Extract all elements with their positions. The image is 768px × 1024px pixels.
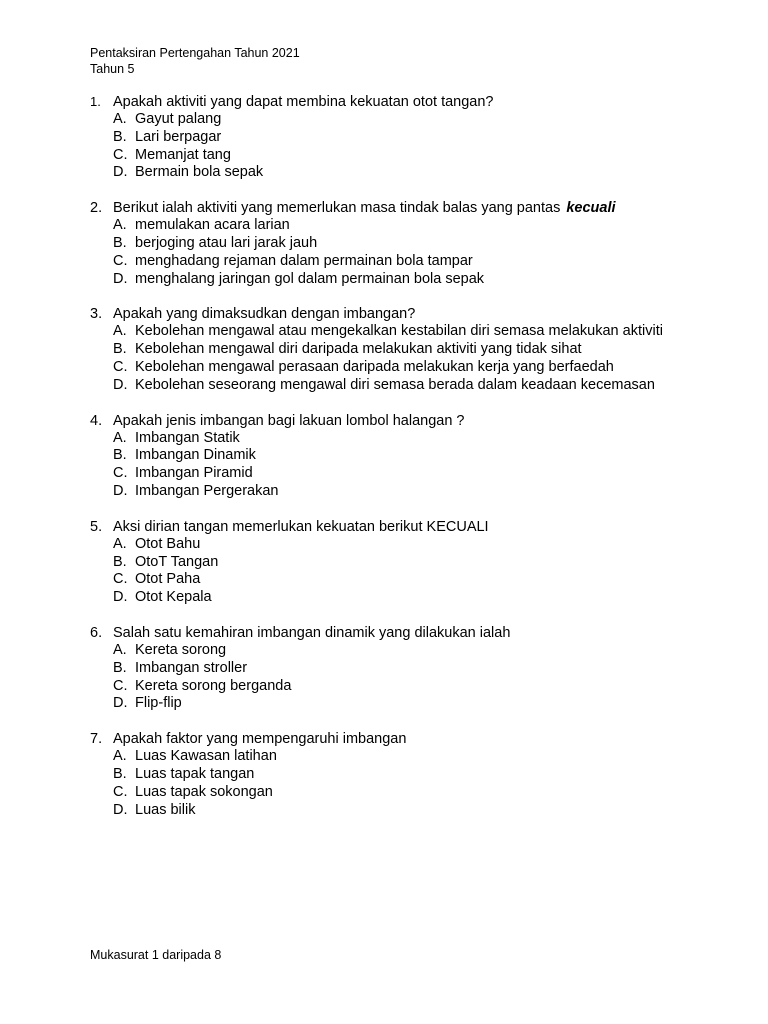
answer-option (113, 642, 730, 660)
question-text: Salah satu kemahiran imbangan dinamik yang dilakukan ialah (113, 624, 511, 641)
option-letter: B. (113, 553, 127, 570)
option-text: OtoT Tangan (135, 553, 219, 570)
question-text: Apakah aktiviti yang dapat membina kekuatan otot tangan? (113, 94, 494, 110)
option-text: Kereta sorong (135, 641, 227, 658)
answer-option (113, 554, 730, 572)
question-stem (90, 518, 730, 536)
question-number: 3. (90, 306, 103, 323)
option-letter: A. (113, 748, 127, 765)
question-text: Apakah yang dimaksudkan dengan imbangan? (113, 306, 416, 323)
option-letter: D. (113, 270, 128, 287)
option-text: Otot Bahu (135, 535, 201, 552)
answer-option (113, 571, 730, 589)
question-item (90, 730, 730, 819)
option-letter: D. (113, 589, 128, 606)
question-text-container (113, 624, 730, 642)
question-item (90, 624, 730, 713)
option-text: Kebolehan mengawal diri daripada melakukan aktiviti yang tidak sihat (135, 341, 582, 358)
option-letter: C. (113, 571, 128, 588)
answer-option (113, 147, 730, 165)
answer-option (113, 235, 730, 253)
question-text: Aksi dirian tangan memerlukan kekuatan berikut KECUALI (113, 518, 489, 535)
question-text-container (113, 305, 730, 323)
answer-option (113, 465, 730, 483)
option-text: Bermain bola sepak (135, 164, 264, 181)
question-text-container (113, 730, 730, 748)
option-letter: D. (113, 801, 128, 818)
option-letter: D. (113, 482, 128, 499)
option-letter: B. (113, 765, 127, 782)
option-text: Luas tapak sokongan (135, 783, 273, 800)
question-emphasis: kecuali (566, 200, 616, 217)
question-stem (90, 93, 730, 111)
option-text: Imbangan stroller (135, 659, 248, 676)
answer-option (113, 253, 730, 271)
option-letter: B. (113, 341, 127, 358)
option-text: Imbangan Piramid (135, 465, 253, 482)
question-item (90, 199, 730, 288)
option-text: Memanjat tang (135, 146, 231, 163)
option-text: Luas bilik (135, 801, 196, 818)
option-letter: D. (113, 164, 128, 181)
option-letter: D. (113, 695, 128, 712)
option-text: Kebolehan mengawal perasaan daripada melakukan kerja yang berfaedah (135, 358, 614, 375)
option-letter: C. (113, 783, 128, 800)
question-stem (90, 412, 730, 430)
option-text: menghadang rejaman dalam permainan bola tampar (135, 252, 473, 269)
answer-option (113, 660, 730, 678)
option-letter: A. (113, 535, 127, 552)
answer-option (113, 589, 730, 607)
question-number: 2. (90, 200, 103, 217)
question-number: 6. (90, 624, 103, 641)
option-text: Imbangan Pergerakan (135, 482, 279, 499)
option-text: Kebolehan seseorang mengawal diri semasa berada dalam keadaan kecemasan (135, 376, 655, 393)
question-number: 4. (90, 412, 103, 429)
question-stem (90, 730, 730, 748)
option-text: Luas tapak tangan (135, 765, 255, 782)
option-text: Otot Kepala (135, 589, 212, 606)
answer-option (113, 447, 730, 465)
option-text: berjoging atau lari jarak jauh (135, 234, 318, 251)
option-text: Luas Kawasan latihan (135, 748, 277, 765)
option-letter: D. (113, 376, 128, 393)
option-letter: B. (113, 128, 127, 145)
answer-option (113, 483, 730, 501)
option-letter: C. (113, 465, 128, 482)
option-text: Flip-flip (135, 695, 182, 712)
question-number: 1. (90, 94, 101, 109)
header-subtitle: Tahun 5 (90, 62, 135, 76)
answer-option (113, 802, 730, 820)
question-stem (90, 199, 730, 217)
option-letter: A. (113, 217, 127, 234)
answer-options (113, 111, 730, 182)
question-text: Apakah jenis imbangan bagi lakuan lombol halangan ? (113, 412, 465, 429)
header-title: Pentaksiran Pertengahan Tahun 2021 (90, 46, 300, 60)
option-text: Lari berpagar (135, 128, 222, 145)
question-number: 7. (90, 731, 103, 748)
answer-options (113, 748, 730, 819)
question-text: Apakah faktor yang mempengaruhi imbangan (113, 731, 407, 748)
option-letter: C. (113, 677, 128, 694)
option-letter: A. (113, 323, 127, 340)
answer-options (113, 430, 730, 501)
option-text: memulakan acara larian (135, 217, 290, 234)
question-number: 5. (90, 518, 103, 535)
page-number-label: Mukasurat 1 daripada 8 (90, 948, 222, 962)
answer-options (113, 217, 730, 288)
answer-option (113, 748, 730, 766)
option-letter: C. (113, 146, 128, 163)
answer-options (113, 323, 730, 394)
answer-option (113, 323, 730, 341)
question-text-container (113, 518, 730, 536)
answer-option (113, 695, 730, 713)
option-letter: A. (113, 429, 127, 446)
answer-options (113, 536, 730, 607)
option-letter: A. (113, 641, 127, 658)
question-item (90, 305, 730, 394)
option-text: Gayut palang (135, 111, 222, 127)
option-text: Kereta sorong berganda (135, 677, 292, 694)
answer-option (113, 359, 730, 377)
option-letter: C. (113, 252, 128, 269)
option-text: Kebolehan mengawal atau mengekalkan kestabilan diri semasa melakukan aktiviti (135, 323, 663, 340)
answer-option (113, 784, 730, 802)
answer-option (113, 536, 730, 554)
question-item (90, 412, 730, 501)
answer-option (113, 164, 730, 182)
answer-options (113, 642, 730, 713)
option-text: Imbangan Dinamik (135, 447, 256, 464)
question-stem (90, 305, 730, 323)
question-stem (90, 624, 730, 642)
answer-option (113, 271, 730, 289)
option-letter: B. (113, 447, 127, 464)
answer-option (113, 217, 730, 235)
question-text-container (113, 412, 730, 430)
option-letter: C. (113, 358, 128, 375)
answer-option (113, 111, 730, 129)
option-letter: A. (113, 111, 127, 127)
question-item (90, 518, 730, 607)
question-text: Berikut ialah aktiviti yang memerlukan masa tindak balas yang pantas (113, 200, 561, 217)
page-header (90, 45, 300, 77)
question-text-container (113, 199, 730, 217)
option-letter: B. (113, 234, 127, 251)
answer-option (113, 129, 730, 147)
option-text: Imbangan Statik (135, 429, 240, 446)
answer-option (113, 430, 730, 448)
answer-option (113, 377, 730, 395)
answer-option (113, 678, 730, 696)
answer-option (113, 766, 730, 784)
option-letter: B. (113, 659, 127, 676)
question-list (90, 93, 730, 836)
question-text-container (113, 93, 730, 111)
option-text: menghalang jaringan gol dalam permainan bola sepak (135, 270, 485, 287)
answer-option (113, 341, 730, 359)
option-text: Otot Paha (135, 571, 201, 588)
page-footer (90, 947, 221, 963)
question-item (90, 93, 730, 182)
